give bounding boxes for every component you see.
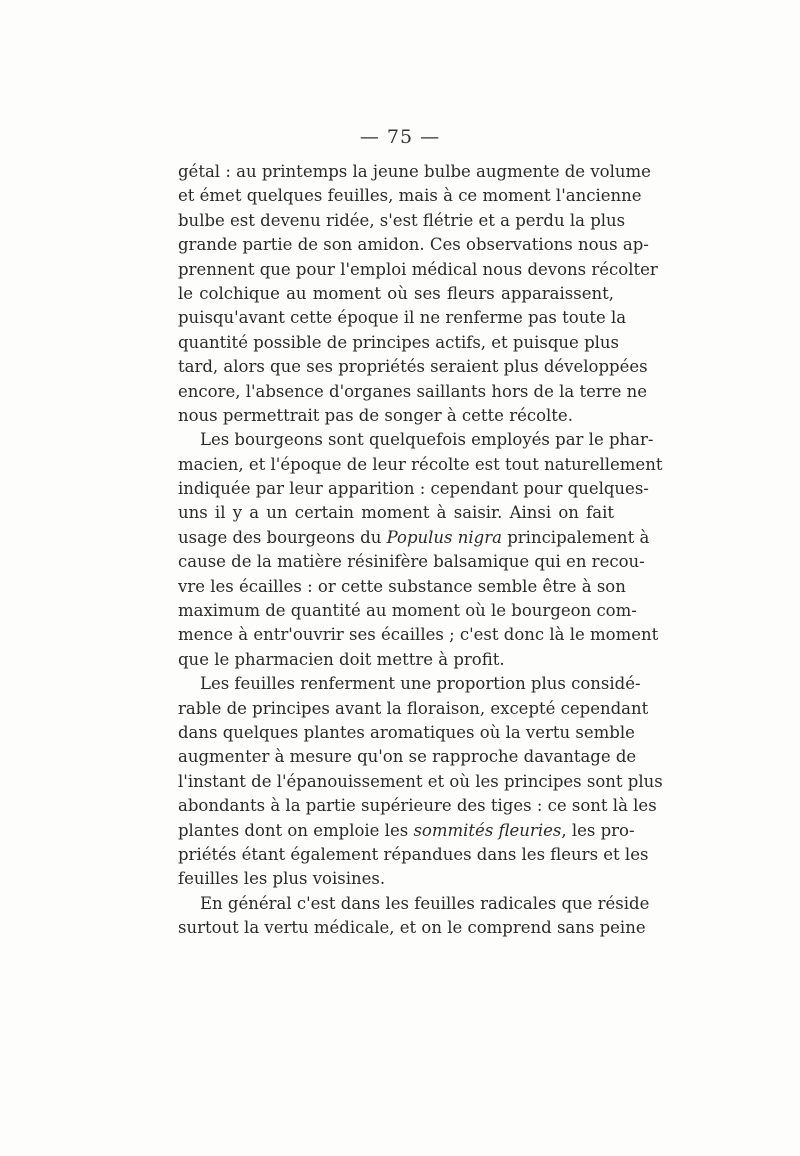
paragraph bbox=[178, 892, 650, 941]
text-run: plantes dont on emploie les bbox=[178, 820, 414, 840]
text-line: surtout la vertu médicale, et on le comprend sans peine bbox=[178, 918, 646, 938]
text-line: uns il y a un certain moment à saisir. Ainsi on fait bbox=[178, 503, 614, 523]
text-line: indiquée par leur apparition : cependant pour quelques- bbox=[178, 479, 649, 499]
text-line: grande partie de son amidon. Ces observations nous ap- bbox=[178, 235, 649, 255]
italic-term: Populus nigra bbox=[386, 527, 502, 547]
text-line: et émet quelques feuilles, mais à ce moment l'ancienne bbox=[178, 186, 642, 206]
text-line: maximum de quantité au moment où le bourgeon com- bbox=[178, 601, 637, 621]
text-line: l'instant de l'épanouissement et où les principes sont plus bbox=[178, 771, 663, 791]
text-line: rable de principes avant la floraison, excepté cependant bbox=[178, 698, 649, 718]
text-line: quantité possible de principes actifs, et puisque plus bbox=[178, 332, 619, 352]
text-line: gétal : au printemps la jeune bulbe augmente de volume bbox=[178, 162, 651, 181]
text-line: nous permettrait pas de songer à cette récolte. bbox=[178, 405, 573, 425]
text-line: cause de la matière résinifère balsamique qui en recou- bbox=[178, 552, 645, 572]
text-line: le colchique au moment où ses fleurs apparaissent, bbox=[178, 283, 614, 303]
text-line: feuilles les plus voisines. bbox=[178, 869, 386, 889]
paragraph bbox=[178, 160, 658, 428]
text-run: usage des bourgeons du bbox=[178, 527, 387, 547]
text-line: macien, et l'époque de leur récolte est tout naturellement bbox=[178, 454, 663, 474]
body-text bbox=[178, 160, 663, 941]
text-line: bulbe est devenu ridée, s'est flétrie et a perdu la plus bbox=[178, 210, 626, 230]
page-number: — 75 — bbox=[359, 126, 441, 148]
text-line: vre les écailles : or cette substance semble être à son bbox=[178, 576, 626, 596]
text-line: Les feuilles renferment une proportion plus considé- bbox=[200, 674, 641, 694]
text-line: priétés étant également répandues dans les fleurs et les bbox=[178, 844, 649, 864]
text-line: prennent que pour l'emploi médical nous devons récolter bbox=[178, 259, 658, 279]
text-run: , les pro- bbox=[561, 820, 635, 840]
text-line: abondants à la partie supérieure des tiges : ce sont là les bbox=[178, 796, 657, 816]
text-line: que le pharmacien doit mettre à profit. bbox=[178, 649, 505, 669]
paragraph bbox=[178, 672, 663, 892]
paragraph bbox=[178, 428, 663, 672]
text-line: puisqu'avant cette époque il ne renferme pas toute la bbox=[178, 308, 627, 328]
text-line: mence à entr'ouvrir ses écailles ; c'est donc là le moment bbox=[178, 625, 659, 645]
italic-term: sommités fleuries bbox=[413, 820, 562, 840]
text-line: dans quelques plantes aromatiques où la vertu semble bbox=[178, 722, 635, 742]
text-line: encore, l'absence d'organes saillants hors de la terre ne bbox=[178, 381, 648, 401]
text-line: tard, alors que ses propriétés seraient plus développées bbox=[178, 357, 648, 377]
text-line: Les bourgeons sont quelquefois employés par le phar- bbox=[200, 430, 654, 450]
text-run: principalement à bbox=[501, 527, 650, 547]
text-line bbox=[178, 819, 635, 843]
text-line: En général c'est dans les feuilles radicales que réside bbox=[200, 893, 650, 913]
text-line: augmenter à mesure qu'on se rapproche davantage de bbox=[178, 747, 637, 767]
text-line bbox=[178, 526, 650, 550]
